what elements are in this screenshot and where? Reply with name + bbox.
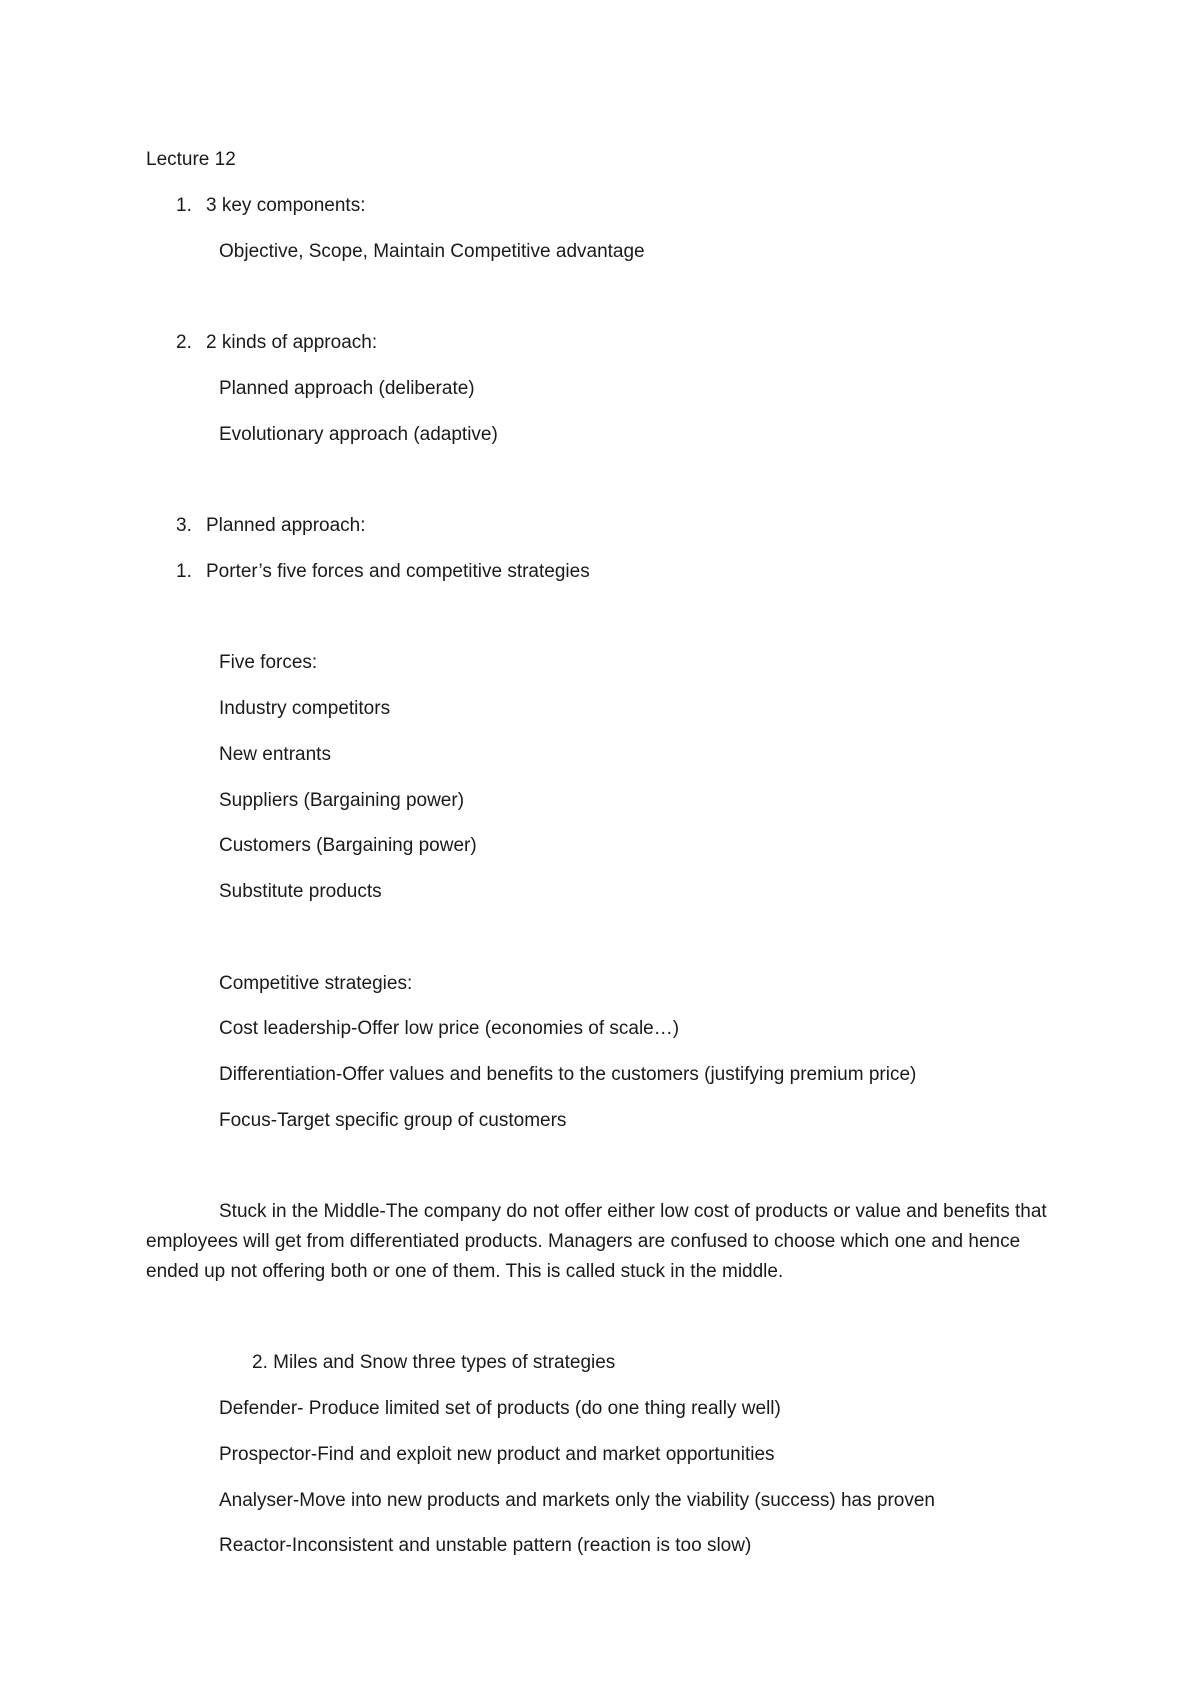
- miles-snow-item: Defender- Produce limited set of products (do one thing really well): [219, 1398, 781, 1419]
- stuck-in-middle-paragraph: Stuck in the Middle-The company do not offer either low cost of products or value and benefits that employees will get from differentiated products. Managers are confused to choose which one and hence ended up not offering both or one of them. This is called stuck in the middle.: [146, 1201, 1047, 1282]
- section-2-number: 2.: [176, 332, 192, 353]
- section-1-heading-text: 3 key components:: [206, 195, 366, 216]
- competitive-strategy-item: Focus-Target specific group of customers: [219, 1110, 567, 1131]
- section-2-heading: [176, 331, 377, 355]
- section-2-heading-text: 2 kinds of approach:: [206, 332, 378, 353]
- section-3-number: 3.: [176, 515, 192, 536]
- five-forces-item: Customers (Bargaining power): [219, 835, 477, 856]
- section-1-number: 1.: [176, 195, 192, 216]
- subsection-2-heading: 2. Miles and Snow three types of strategies: [252, 1352, 616, 1373]
- five-forces-item: New entrants: [219, 744, 331, 765]
- miles-snow-item: Prospector-Find and exploit new product and market opportunities: [219, 1444, 775, 1465]
- five-forces-item: Industry competitors: [219, 698, 391, 719]
- section-1-heading: [176, 194, 365, 218]
- subsection-1-heading: [176, 560, 590, 584]
- section-2-item: Evolutionary approach (adaptive): [219, 424, 498, 445]
- section-1-body: Objective, Scope, Maintain Competitive advantage: [219, 241, 645, 262]
- five-forces-heading: Five forces:: [219, 652, 318, 673]
- five-forces-item: Suppliers (Bargaining power): [219, 790, 465, 811]
- miles-snow-item: Reactor-Inconsistent and unstable pattern (reaction is too slow): [219, 1535, 752, 1556]
- section-3-heading: [176, 514, 366, 538]
- subsection-1-number: 1.: [176, 561, 192, 582]
- competitive-strategy-item: Cost leadership-Offer low price (economies of scale…): [219, 1018, 680, 1039]
- miles-snow-item: Analyser-Move into new products and markets only the viability (success) has proven: [219, 1490, 935, 1511]
- document-title: Lecture 12: [146, 149, 236, 170]
- five-forces-item: Substitute products: [219, 881, 382, 902]
- section-3-heading-text: Planned approach:: [206, 515, 366, 536]
- subsection-1-heading-text: Porter’s five forces and competitive strategies: [206, 561, 590, 582]
- section-2-item: Planned approach (deliberate): [219, 378, 475, 399]
- competitive-strategies-heading: Competitive strategies:: [219, 973, 413, 994]
- competitive-strategy-item: Differentiation-Offer values and benefits to the customers (justifying premium price): [219, 1064, 917, 1085]
